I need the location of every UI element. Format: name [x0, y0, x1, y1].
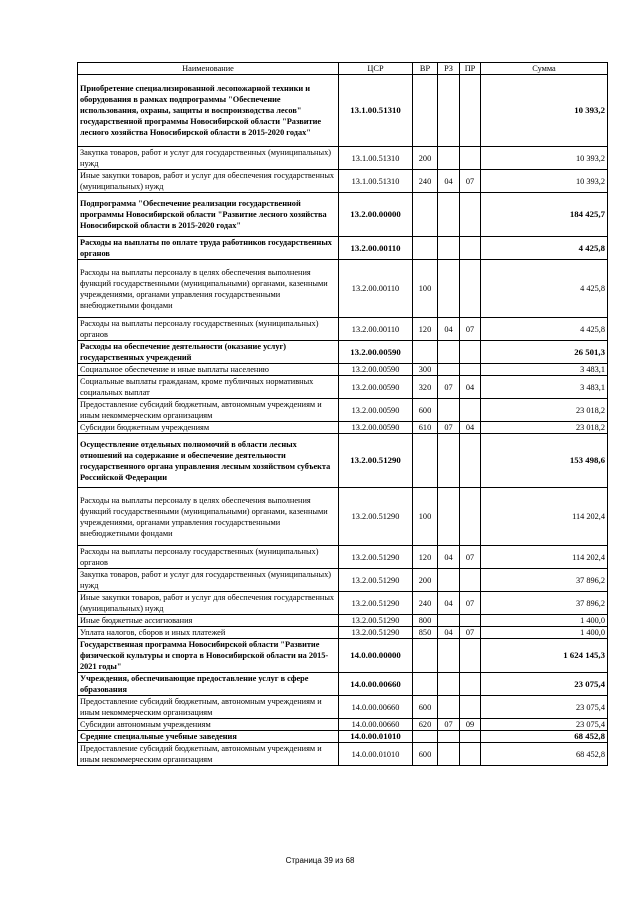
page-number: Страница 39 из 68 [285, 856, 355, 865]
table-row [78, 75, 608, 147]
table-row [78, 696, 608, 719]
row-sum-cell: 4 425,8 [481, 318, 608, 341]
row-sum-cell: 10 393,2 [481, 170, 608, 193]
row-csr-cell: 13.2.00.51290 [339, 569, 413, 592]
row-sum-cell: 37 896,2 [481, 592, 608, 615]
row-csr-cell: 13.2.00.51290 [339, 434, 413, 488]
table-row [78, 488, 608, 546]
row-rz-cell [438, 364, 460, 376]
table-header-row [78, 63, 608, 75]
row-csr-cell: 14.0.00.00660 [339, 696, 413, 719]
row-rz-cell: 04 [438, 627, 460, 639]
row-csr-cell: 13.2.00.00590 [339, 364, 413, 376]
row-pr-cell [460, 364, 481, 376]
row-sum-cell: 153 498,6 [481, 434, 608, 488]
row-vr-cell: 800 [413, 615, 438, 627]
row-pr-cell: 07 [460, 627, 481, 639]
row-pr-cell: 04 [460, 376, 481, 399]
table-row [78, 260, 608, 318]
table-row [78, 719, 608, 731]
row-rz-cell: 04 [438, 546, 460, 569]
row-name-cell: Социальное обеспечение и иные выплаты населению [78, 364, 339, 376]
row-sum-cell: 10 393,2 [481, 75, 608, 147]
row-name-cell: Расходы на выплаты по оплате труда работников государственных органов [78, 237, 339, 260]
row-pr-cell [460, 193, 481, 237]
row-pr-cell [460, 615, 481, 627]
row-pr-cell [460, 434, 481, 488]
row-rz-cell: 04 [438, 318, 460, 341]
row-pr-cell: 04 [460, 422, 481, 434]
header-name: Наименование [78, 63, 339, 75]
row-csr-cell: 14.0.00.01010 [339, 743, 413, 766]
row-vr-cell [413, 673, 438, 696]
row-name-cell: Иные бюджетные ассигнования [78, 615, 339, 627]
header-sum: Сумма [481, 63, 608, 75]
row-rz-cell: 04 [438, 592, 460, 615]
row-pr-cell [460, 260, 481, 318]
row-csr-cell: 13.2.00.00110 [339, 260, 413, 318]
row-vr-cell: 850 [413, 627, 438, 639]
row-vr-cell: 240 [413, 592, 438, 615]
row-sum-cell: 3 483,1 [481, 376, 608, 399]
row-sum-cell: 23 075,4 [481, 719, 608, 731]
table-row [78, 731, 608, 743]
table-row [78, 399, 608, 422]
row-rz-cell: 07 [438, 422, 460, 434]
row-vr-cell: 240 [413, 170, 438, 193]
row-rz-cell [438, 488, 460, 546]
row-vr-cell [413, 639, 438, 673]
table-row [78, 743, 608, 766]
row-rz-cell: 04 [438, 170, 460, 193]
row-sum-cell: 1 400,0 [481, 615, 608, 627]
row-csr-cell: 13.2.00.51290 [339, 488, 413, 546]
row-name-cell: Расходы на обеспечение деятельности (оказание услуг) государственных учреждений [78, 341, 339, 364]
row-vr-cell: 600 [413, 399, 438, 422]
row-pr-cell [460, 743, 481, 766]
row-rz-cell [438, 75, 460, 147]
row-rz-cell [438, 147, 460, 170]
row-pr-cell [460, 488, 481, 546]
table-row [78, 376, 608, 399]
row-vr-cell [413, 434, 438, 488]
row-vr-cell: 610 [413, 422, 438, 434]
row-pr-cell [460, 75, 481, 147]
row-vr-cell [413, 731, 438, 743]
row-vr-cell [413, 75, 438, 147]
row-sum-cell: 37 896,2 [481, 569, 608, 592]
row-pr-cell [460, 399, 481, 422]
row-sum-cell: 68 452,8 [481, 731, 608, 743]
row-name-cell: Расходы на выплаты персоналу государственных (муниципальных) органов [78, 546, 339, 569]
row-csr-cell: 13.2.00.00590 [339, 376, 413, 399]
row-sum-cell: 23 075,4 [481, 673, 608, 696]
row-rz-cell [438, 696, 460, 719]
table-row [78, 569, 608, 592]
row-vr-cell: 200 [413, 569, 438, 592]
row-vr-cell: 120 [413, 318, 438, 341]
header-csr: ЦСР [339, 63, 413, 75]
table-row [78, 318, 608, 341]
row-name-cell: Социальные выплаты гражданам, кроме публичных нормативных социальных выплат [78, 376, 339, 399]
row-sum-cell: 10 393,2 [481, 147, 608, 170]
row-rz-cell [438, 639, 460, 673]
row-csr-cell: 13.2.00.51290 [339, 592, 413, 615]
row-vr-cell: 100 [413, 260, 438, 318]
table-row [78, 627, 608, 639]
row-name-cell: Иные закупки товаров, работ и услуг для обеспечения государственных (муниципальных) нужд [78, 592, 339, 615]
row-csr-cell: 13.2.00.51290 [339, 627, 413, 639]
row-rz-cell [438, 731, 460, 743]
header-rz: РЗ [438, 63, 460, 75]
row-pr-cell [460, 696, 481, 719]
row-vr-cell: 300 [413, 364, 438, 376]
row-rz-cell [438, 260, 460, 318]
row-csr-cell: 13.2.00.00110 [339, 318, 413, 341]
row-sum-cell: 1 400,0 [481, 627, 608, 639]
row-rz-cell [438, 399, 460, 422]
row-sum-cell: 114 202,4 [481, 488, 608, 546]
row-sum-cell: 184 425,7 [481, 193, 608, 237]
row-name-cell: Закупка товаров, работ и услуг для государственных (муниципальных) нужд [78, 147, 339, 170]
row-csr-cell: 14.0.00.00660 [339, 673, 413, 696]
row-pr-cell [460, 639, 481, 673]
row-pr-cell: 07 [460, 592, 481, 615]
table-row [78, 434, 608, 488]
row-sum-cell: 114 202,4 [481, 546, 608, 569]
header-vr: ВР [413, 63, 438, 75]
header-pr: ПР [460, 63, 481, 75]
row-csr-cell: 13.2.00.00590 [339, 341, 413, 364]
row-vr-cell: 200 [413, 147, 438, 170]
table-row [78, 170, 608, 193]
row-vr-cell: 320 [413, 376, 438, 399]
row-name-cell: Иные закупки товаров, работ и услуг для обеспечения государственных (муниципальных) нужд [78, 170, 339, 193]
row-csr-cell: 14.0.00.00000 [339, 639, 413, 673]
row-name-cell: Предоставление субсидий бюджетным, автономным учреждениям и иным некоммерческим организациям [78, 399, 339, 422]
row-rz-cell: 07 [438, 719, 460, 731]
row-sum-cell: 68 452,8 [481, 743, 608, 766]
row-rz-cell [438, 673, 460, 696]
row-name-cell: Расходы на выплаты персоналу в целях обеспечения выполнения функций государственными (муниципальными) органами, казенными учреждениями, органами управления государственными внебюджетными фондами [78, 260, 339, 318]
row-vr-cell [413, 341, 438, 364]
row-name-cell: Средние специальные учебные заведения [78, 731, 339, 743]
row-csr-cell: 14.0.00.01010 [339, 731, 413, 743]
table-row [78, 237, 608, 260]
row-name-cell: Приобретение специализированной лесопожарной техники и оборудования в рамках подпрограммы "Обеспечение использования, охраны, защиты и воспроизводства лесов" государственной программы Новосибирской области "Развитие лесного хозяйства Новосибирской области в 2015-2020 годах" [78, 75, 339, 147]
row-rz-cell [438, 237, 460, 260]
row-name-cell: Осуществление отдельных полномочий в области лесных отношений на содержание и обеспечение деятельности государственного органа управления лесным хозяйством субъекта Российской Федерации [78, 434, 339, 488]
table-row [78, 615, 608, 627]
row-sum-cell: 4 425,8 [481, 260, 608, 318]
row-csr-cell: 13.1.00.51310 [339, 75, 413, 147]
row-rz-cell: 07 [438, 376, 460, 399]
row-rz-cell [438, 193, 460, 237]
row-sum-cell: 23 075,4 [481, 696, 608, 719]
row-csr-cell: 14.0.00.00660 [339, 719, 413, 731]
row-csr-cell: 13.1.00.51310 [339, 147, 413, 170]
table-row [78, 147, 608, 170]
row-rz-cell [438, 743, 460, 766]
row-rz-cell [438, 341, 460, 364]
row-vr-cell [413, 193, 438, 237]
row-name-cell: Учреждения, обеспечивающие предоставление услуг в сфере образования [78, 673, 339, 696]
table-row [78, 592, 608, 615]
table-row [78, 341, 608, 364]
row-name-cell: Расходы на выплаты персоналу в целях обеспечения выполнения функций государственными (муниципальными) органами, казенными учреждениями, органами управления государственными внебюджетными фондами [78, 488, 339, 546]
row-pr-cell: 07 [460, 318, 481, 341]
table-row [78, 364, 608, 376]
row-csr-cell: 13.2.00.00110 [339, 237, 413, 260]
row-csr-cell: 13.1.00.51310 [339, 170, 413, 193]
table-row [78, 639, 608, 673]
row-vr-cell: 600 [413, 696, 438, 719]
row-vr-cell: 120 [413, 546, 438, 569]
row-pr-cell [460, 237, 481, 260]
row-pr-cell: 07 [460, 170, 481, 193]
row-sum-cell: 3 483,1 [481, 364, 608, 376]
row-sum-cell: 26 501,3 [481, 341, 608, 364]
row-name-cell: Предоставление субсидий бюджетным, автономным учреждениям и иным некоммерческим организациям [78, 696, 339, 719]
row-vr-cell: 100 [413, 488, 438, 546]
row-name-cell: Расходы на выплаты персоналу государственных (муниципальных) органов [78, 318, 339, 341]
row-sum-cell: 4 425,8 [481, 237, 608, 260]
row-rz-cell [438, 615, 460, 627]
row-csr-cell: 13.2.00.00590 [339, 399, 413, 422]
budget-table [77, 62, 608, 766]
row-pr-cell [460, 341, 481, 364]
row-sum-cell: 1 624 145,3 [481, 639, 608, 673]
row-csr-cell: 13.2.00.51290 [339, 546, 413, 569]
row-name-cell: Предоставление субсидий бюджетным, автономным учреждениям и иным некоммерческим организациям [78, 743, 339, 766]
table-row [78, 422, 608, 434]
row-vr-cell: 600 [413, 743, 438, 766]
row-pr-cell [460, 569, 481, 592]
row-pr-cell [460, 673, 481, 696]
table-row [78, 673, 608, 696]
row-name-cell: Закупка товаров, работ и услуг для государственных (муниципальных) нужд [78, 569, 339, 592]
row-rz-cell [438, 569, 460, 592]
row-pr-cell: 09 [460, 719, 481, 731]
row-pr-cell [460, 731, 481, 743]
row-vr-cell: 620 [413, 719, 438, 731]
row-name-cell: Государственная программа Новосибирской области "Развитие физической культуры и спорта в Новосибирской области на 2015-2021 годы" [78, 639, 339, 673]
table-row [78, 546, 608, 569]
row-rz-cell [438, 434, 460, 488]
row-vr-cell [413, 237, 438, 260]
row-pr-cell [460, 147, 481, 170]
row-pr-cell: 07 [460, 546, 481, 569]
row-name-cell: Субсидии автономным учреждениям [78, 719, 339, 731]
row-sum-cell: 23 018,2 [481, 422, 608, 434]
row-name-cell: Субсидии бюджетным учреждениям [78, 422, 339, 434]
row-name-cell: Подпрограмма "Обеспечение реализации государственной программы Новосибирской области "Развитие лесного хозяйства Новосибирской области в 2015-2020 годах" [78, 193, 339, 237]
row-csr-cell: 13.2.00.00590 [339, 422, 413, 434]
table-row [78, 193, 608, 237]
row-csr-cell: 13.2.00.51290 [339, 615, 413, 627]
row-name-cell: Уплата налогов, сборов и иных платежей [78, 627, 339, 639]
row-csr-cell: 13.2.00.00000 [339, 193, 413, 237]
row-sum-cell: 23 018,2 [481, 399, 608, 422]
